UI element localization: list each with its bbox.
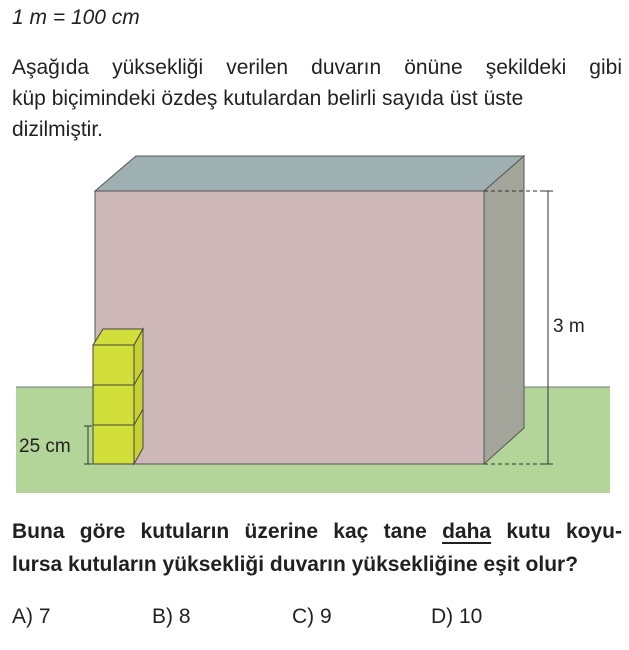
box-side-face [134,329,143,464]
question-underlined-word: daha [442,520,492,543]
question-line-2: lursa kutuların yüksekliği duvarın yüksekliğine eşit olur? [12,553,579,576]
question-line-1 [12,515,622,548]
intro-line-3: dizilmiştir. [12,118,104,141]
box-3 [93,345,134,385]
box-2 [93,385,134,425]
option-d[interactable]: D) 10 [431,605,483,628]
wall-front-face [95,191,484,464]
given-formula: 1 m = 100 cm [12,6,140,29]
option-b[interactable]: B) 8 [152,605,191,628]
option-a[interactable]: A) 7 [12,605,51,628]
wall-height-label: 3 m [553,316,585,337]
question-part: kutu koyu- [491,520,622,543]
box-1 [93,425,134,464]
question-text [12,515,622,581]
intro-line-2: küp biçimindeki özdeş kutulardan belirli sayıda üst üste [12,87,524,110]
intro-line-1: Aşağıda yüksekliği verilen duvarın önüne şekildeki gibi [12,56,622,79]
option-c[interactable]: C) 9 [292,605,332,628]
box-height-label: 25 cm [19,436,71,457]
box-stack [93,329,143,464]
question-part: Buna göre kutuların üzerine kaç tane [12,520,443,543]
wall-side-face [484,156,524,464]
wall-top-face [95,156,524,191]
